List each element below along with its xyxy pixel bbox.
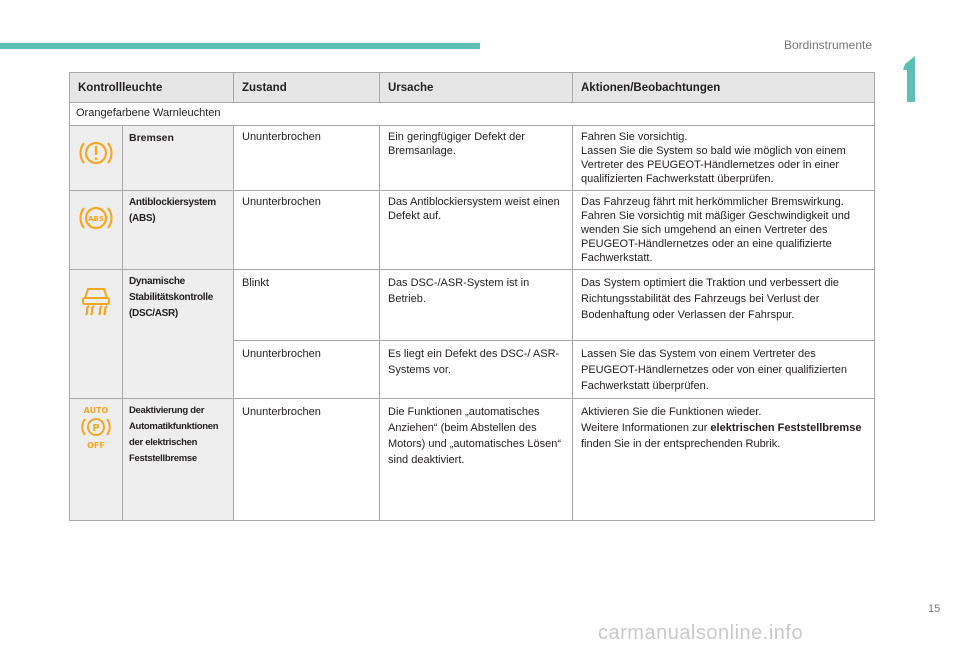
table-row [70, 191, 875, 270]
icon-text-off: OFF [87, 441, 105, 449]
icon-cell [70, 191, 123, 270]
brake-warning-icon [79, 138, 113, 168]
watermark: carmanualsonline.info [598, 622, 804, 644]
state-cell: Ununterbrochen [234, 341, 380, 399]
indicator-name: Bremsen [123, 126, 234, 191]
dsc-skid-icon [79, 282, 113, 316]
indicator-name: Dynamische Stabilitätskontrolle (DSC/ASR) [123, 270, 234, 399]
chapter-number [901, 56, 921, 102]
state-cell: Ununterbrochen [234, 191, 380, 270]
icon-cell [70, 270, 123, 399]
icon-text-p: P [92, 423, 100, 434]
action-link-text: elektrischen Feststellbremse [710, 422, 862, 434]
warning-lights-table [69, 72, 875, 521]
abs-warning-icon [79, 203, 113, 233]
icon-text-auto: AUTO [83, 406, 109, 415]
action-text: finden Sie in der entsprechenden Rubrik. [581, 438, 781, 450]
col-header-state: Zustand [234, 73, 380, 103]
action-text: Aktivieren Sie die Funktionen wieder. [581, 406, 762, 418]
cause-cell: Die Funktionen „automatisches Anziehen“ (beim Abstellen des Motors) und „automatisches Lösen“ sind deaktiviert. [380, 399, 573, 521]
col-header-indicator: Kontrollleuchte [70, 73, 234, 103]
svg-text:ABS: ABS [88, 215, 104, 223]
icon-cell [70, 126, 123, 191]
cause-cell: Es liegt ein Defekt des DSC-/ ASR-Systems vor. [380, 341, 573, 399]
table-row [70, 270, 875, 341]
page-number: 15 [928, 603, 941, 615]
state-cell: Ununterbrochen [234, 399, 380, 521]
section-label: Orangefarbene Warnleuchten [70, 103, 875, 126]
action-text: Weitere Informationen zur [581, 422, 711, 434]
state-cell: Blinkt [234, 270, 380, 341]
table-row [70, 126, 875, 191]
table-header-row [70, 73, 875, 103]
cause-cell: Das DSC-/ASR-System ist in Betrieb. [380, 270, 573, 341]
indicator-name: Deaktivierung der Automatikfunktionen der elektrischen Feststellbremse [123, 399, 234, 521]
section-title: Bordinstrumente [783, 38, 872, 52]
indicator-name: Antiblockiersystem (ABS) [123, 191, 234, 270]
action-cell: Das System optimiert die Traktion und verbessert die Richtungsstabilität des Fahrzeugs bei Verlust der Bodenhaftung oder Verlassen der Fahrspur. [573, 270, 875, 341]
action-cell: Lassen Sie das System von einem Vertreter des PEUGEOT-Händlernetzes oder von einer qualifizierten Fachwerkstatt überprüfen. [573, 341, 875, 399]
col-header-cause: Ursache [380, 73, 573, 103]
section-row [70, 103, 875, 126]
action-cell: Das Fahrzeug fährt mit herkömmlicher Bremswirkung. Fahren Sie vorsichtig mit mäßiger Geschwindigkeit und wenden Sie sich umgehend an einen Vertreter des PEUGEOT-Händlernetzes oder an eine qualifizierte Fachwerkstatt. [573, 191, 875, 270]
state-cell: Ununterbrochen [234, 126, 380, 191]
cause-cell: Das Antiblockiersystem weist einen Defekt auf. [380, 191, 573, 270]
cause-cell: Ein geringfügiger Defekt der Bremsanlage. [380, 126, 573, 191]
table-row [70, 399, 875, 521]
top-accent-bar [0, 43, 480, 49]
icon-cell [70, 399, 123, 521]
auto-park-off-icon [79, 405, 113, 449]
action-cell: Fahren Sie vorsichtig. Lassen Sie die System so bald wie möglich von einem Vertreter des PEUGEOT-Händlernetzes oder in einer qualifizierten Fachwerkstatt überprüfen. [573, 126, 875, 191]
action-cell [573, 399, 875, 521]
col-header-actions: Aktionen/Beobachtungen [573, 73, 875, 103]
